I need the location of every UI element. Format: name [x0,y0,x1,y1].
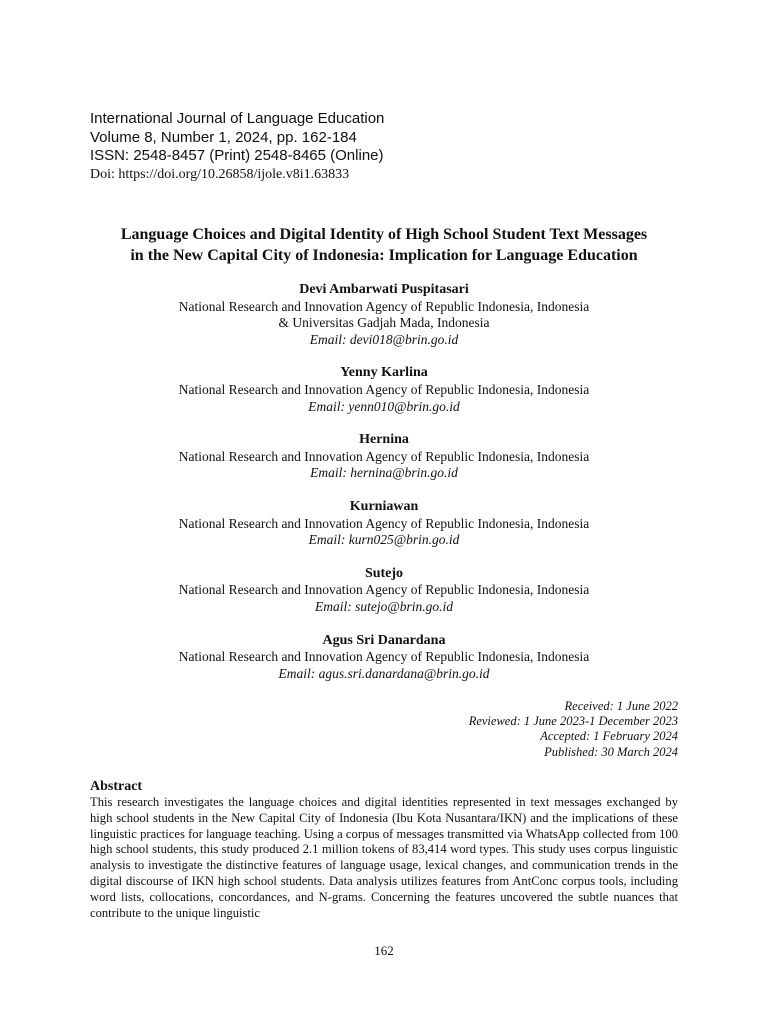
paper-title-line-2: in the New Capital City of Indonesia: Implication for Language Education [130,247,638,264]
journal-volume: Volume 8, Number 1, 2024, pp. 162-184 [90,128,357,146]
journal-issn: ISSN: 2548-8457 (Print) 2548-8465 (Online) [90,147,384,164]
author-name: Sutejo [364,565,404,581]
author-email: Email: kurn025@brin.go.id [308,532,460,548]
author-block [84,365,684,415]
author-block [84,566,684,616]
author-affiliation: National Research and Innovation Agency of Republic Indonesia, Indonesia [178,515,590,531]
author-affiliation: National Research and Innovation Agency of Republic Indonesia, Indonesia [178,298,590,314]
author-name: Hernina [359,432,409,448]
accepted-date: Accepted: 1 February 2024 [540,729,678,744]
journal-name: International Journal of Language Education [90,110,385,127]
author-block [84,499,684,549]
author-name: Agus Sri Danardana [322,632,446,648]
author-email: Email: agus.sri.danardana@brin.go.id [278,665,490,681]
author-affiliation: National Research and Innovation Agency of Republic Indonesia, Indonesia [178,381,590,397]
paper-title-line-1: Language Choices and Digital Identity of High School Student Text Messages [120,226,648,243]
journal-doi: Doi: https://doi.org/10.26858/ijole.v8i1.63833 [90,166,350,182]
author-block [84,633,684,683]
journal-header [90,110,690,184]
author-affiliation: National Research and Innovation Agency of Republic Indonesia, Indonesia [178,582,590,598]
author-email: Email: yenn010@brin.go.id [308,398,460,414]
page-number: 162 [374,943,394,958]
abstract-body: This research investigates the language choices and digital identities represented in text messages exchanged by high school students in the New Capital City of Indonesia (Ibu Kota Nusantara/IKN) and the implications of these linguistic practices for language teaching. Using a corpus of messages transmitted via WhatsApp collected from 100 high school students, this study produced 2.1 million tokens of 83,414 word types. This study uses corpus linguistic analysis to investigate the distinctive features of language usage, lexical changes, and communication trends in the digital discourse of IKN high school students. Data analysis utilizes features from AntConc corpus tools, including word lists, collocations, concordances, and N-grams. Concerning the features uncovered the subtle nuances that contribute to the unique linguistic [90,795,678,920]
author-affiliation: National Research and Innovation Agency of Republic Indonesia, Indonesia [178,448,590,464]
reviewed-date: Reviewed: 1 June 2023-1 December 2023 [468,714,678,729]
author-affiliation: National Research and Innovation Agency of Republic Indonesia, Indonesia [178,649,590,665]
author-email: Email: sutejo@brin.go.id [314,598,454,614]
author-list [84,282,684,699]
author-email: Email: devi018@brin.go.id [309,331,459,347]
author-name: Yenny Karlina [340,365,428,381]
submission-dates [378,699,678,760]
author-email: Email: hernina@brin.go.id [310,465,458,481]
author-name: Devi Ambarwati Puspitasari [299,282,469,297]
received-date: Received: 1 June 2022 [564,699,678,713]
author-affiliation-secondary: & Universitas Gadjah Mada, Indonesia [278,315,490,331]
author-block [84,282,684,348]
author-block [84,432,684,482]
abstract-heading: Abstract [90,779,143,794]
paper-title [60,224,708,266]
published-date: Published: 30 March 2024 [544,744,678,759]
author-name: Kurniawan [349,498,419,514]
